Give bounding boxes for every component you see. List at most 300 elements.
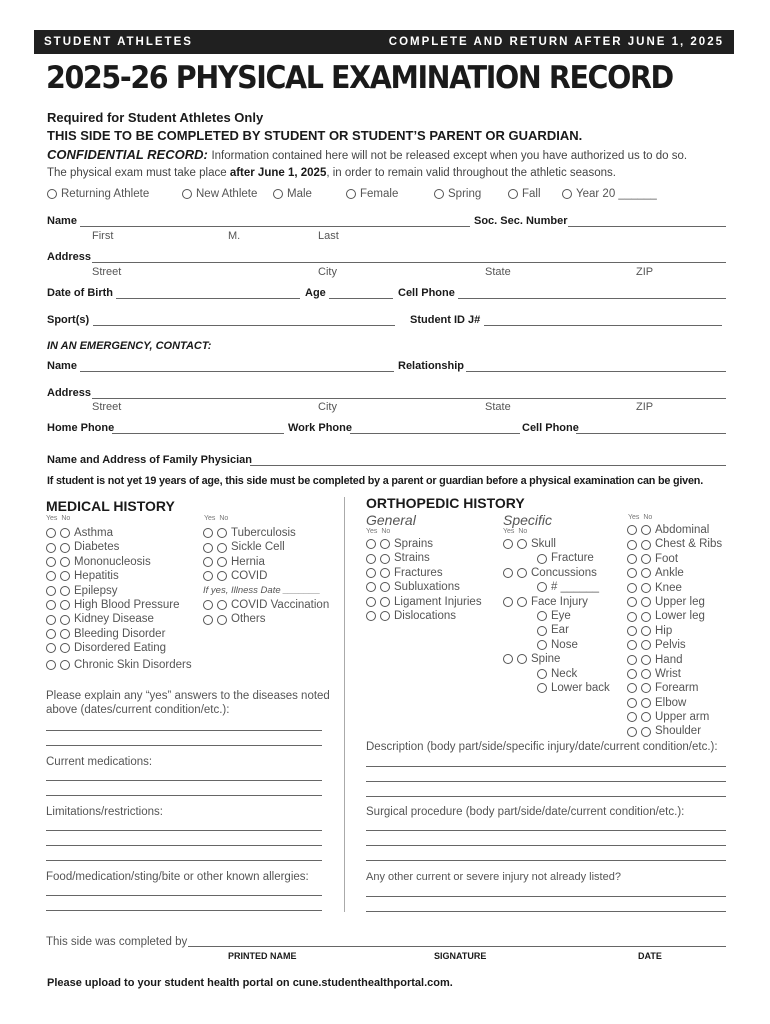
radio-icon	[641, 540, 651, 550]
radio-icon	[641, 683, 651, 693]
confidential-line	[47, 147, 687, 162]
age-label: Age	[305, 287, 326, 299]
ortho-item[interactable]	[627, 581, 722, 595]
radio-icon	[537, 611, 547, 621]
radio-icon	[562, 189, 572, 199]
city-sublabel: City	[318, 266, 337, 278]
option-label: New Athlete	[196, 188, 258, 200]
radio-icon	[434, 189, 444, 199]
radio-icon	[366, 582, 376, 592]
item-label: Forearm	[655, 682, 699, 695]
date-label: DATE	[638, 951, 662, 961]
medical-item[interactable]	[46, 598, 192, 612]
item-label: Nose	[551, 638, 578, 651]
radio-icon	[627, 727, 637, 737]
radio-icon	[46, 557, 56, 567]
radio-icon	[380, 597, 390, 607]
option-new[interactable]	[182, 188, 257, 200]
radio-icon	[627, 612, 637, 622]
medical-item[interactable]	[203, 598, 329, 612]
radio-icon	[273, 189, 283, 199]
item-label: Subluxations	[394, 581, 460, 594]
em-state-sublabel: State	[485, 401, 511, 413]
radio-icon	[203, 600, 213, 610]
ortho-item[interactable]	[627, 537, 722, 551]
sports-field[interactable]	[93, 325, 395, 326]
medical-item[interactable]	[203, 569, 329, 583]
ortho-item[interactable]	[627, 667, 722, 681]
item-label: Eye	[551, 609, 571, 622]
yes-no-header	[628, 514, 652, 521]
header-left: STUDENT ATHLETES	[44, 36, 193, 48]
yes-no-header	[366, 528, 390, 535]
home-phone-label: Home Phone	[47, 422, 115, 434]
radio-icon	[537, 582, 547, 592]
ortho-body-list	[627, 523, 722, 739]
item-label: Tuberculosis	[231, 527, 296, 539]
ortho-item[interactable]	[366, 551, 482, 565]
explain-field-1[interactable]	[46, 730, 322, 731]
ortho-item[interactable]	[627, 710, 722, 724]
yes-label: Yes	[366, 528, 378, 535]
radio-icon	[537, 626, 547, 636]
physician-label: Name and Address of Family Physician	[47, 454, 252, 466]
upload-note: Please upload to your student health portal on cune.studenthealthportal.com.	[47, 977, 453, 989]
item-label: Neck	[551, 667, 578, 680]
radio-icon	[503, 597, 513, 607]
em-name-label: Name	[47, 360, 77, 372]
item-label: Ligament Injuries	[394, 595, 482, 608]
medical-heading: MEDICAL HISTORY	[46, 498, 175, 514]
radio-icon	[60, 660, 70, 670]
item-label: Pelvis	[655, 639, 686, 652]
radio-icon	[641, 640, 651, 650]
ortho-item[interactable]	[627, 638, 722, 652]
radio-icon	[537, 683, 547, 693]
radio-icon	[641, 554, 651, 564]
item-label: # ______	[551, 581, 599, 594]
radio-icon	[641, 597, 651, 607]
option-spring[interactable]	[434, 188, 481, 200]
radio-icon	[627, 540, 637, 550]
cell-field[interactable]	[458, 298, 726, 299]
confidential-text: Information contained here will not be released except when you have authorized us to do so.	[211, 150, 688, 162]
radio-icon	[217, 571, 227, 581]
radio-icon	[346, 189, 356, 199]
em-cell-field[interactable]	[576, 433, 726, 434]
medical-item[interactable]	[203, 555, 329, 569]
item-label: Mononucleosis	[74, 555, 151, 568]
ortho-item[interactable]	[503, 652, 610, 666]
sports-label: Sport(s)	[47, 314, 90, 326]
ortho-item[interactable]	[627, 653, 722, 667]
radio-icon	[46, 643, 56, 653]
option-label: Returning Athlete	[61, 188, 150, 200]
option-year[interactable]	[562, 188, 657, 200]
radio-icon	[641, 568, 651, 578]
ortho-item[interactable]	[503, 595, 610, 609]
item-label: Fractures	[394, 566, 443, 579]
radio-icon	[217, 528, 227, 538]
other-injury-field-2[interactable]	[366, 911, 726, 912]
first-sublabel: First	[92, 230, 114, 242]
signature-label: SIGNATURE	[434, 951, 487, 961]
em-address-label: Address	[47, 387, 92, 399]
radio-icon	[380, 582, 390, 592]
cell-label: Cell Phone	[398, 287, 455, 299]
other-injury-field-1[interactable]	[366, 896, 726, 897]
item-label: Kidney Disease	[74, 613, 154, 626]
completed-by-field[interactable]	[188, 946, 726, 947]
completed-by-label: This side was completed by	[46, 936, 188, 948]
option-label: Male	[287, 188, 312, 200]
radio-icon	[203, 615, 213, 625]
exam-date: after June 1, 2025	[229, 167, 327, 179]
radio-icon	[203, 571, 213, 581]
physician-field[interactable]	[250, 465, 726, 466]
item-label: Spine	[531, 653, 561, 666]
header-bar	[34, 30, 734, 54]
work-phone-label: Work Phone	[288, 422, 352, 434]
item-label: Skull	[531, 538, 556, 550]
address-field[interactable]	[92, 262, 726, 263]
student-id-field[interactable]	[484, 325, 722, 326]
radio-icon	[627, 597, 637, 607]
state-sublabel: State	[485, 266, 511, 278]
medical-item[interactable]	[203, 612, 329, 626]
medical-item[interactable]	[46, 658, 192, 672]
medical-item[interactable]	[46, 569, 192, 583]
radio-icon	[503, 654, 513, 664]
yes-no-header	[503, 528, 527, 535]
yes-label: Yes	[46, 515, 58, 522]
radio-icon	[537, 640, 547, 650]
option-label: Year 20 ______	[576, 188, 657, 200]
item-label: Ear	[551, 624, 569, 637]
exam-post: , in order to remain valid throughout the athletic seasons.	[326, 167, 616, 179]
radio-icon	[217, 557, 227, 567]
surgical-field-3[interactable]	[366, 860, 726, 861]
medications-field-1[interactable]	[46, 780, 322, 781]
item-label: COVID Vaccination	[231, 598, 330, 611]
radio-icon	[641, 583, 651, 593]
specific-heading: Specific	[503, 512, 553, 528]
relationship-label: Relationship	[398, 360, 465, 372]
radio-icon	[380, 568, 390, 578]
ortho-subitem[interactable]	[503, 667, 610, 681]
item-label: Wrist	[655, 667, 681, 680]
radio-icon	[203, 528, 213, 538]
radio-icon	[380, 539, 390, 549]
exam-pre: The physical exam must take place	[47, 167, 230, 179]
zip-sublabel: ZIP	[636, 266, 654, 278]
radio-icon	[366, 597, 376, 607]
medical-col2	[203, 526, 329, 627]
address-label: Address	[47, 251, 92, 263]
radio-icon	[60, 629, 70, 639]
ortho-subitem[interactable]	[503, 609, 610, 623]
radio-icon	[517, 654, 527, 664]
radio-icon	[366, 611, 376, 621]
radio-icon	[503, 568, 513, 578]
radio-icon	[641, 669, 651, 679]
item-label: Dislocations	[394, 609, 456, 622]
radio-icon	[46, 615, 56, 625]
radio-icon	[517, 539, 527, 549]
radio-icon	[366, 554, 376, 564]
radio-icon	[60, 557, 70, 567]
radio-icon	[60, 571, 70, 581]
item-label: Elbow	[655, 696, 687, 709]
header-right: COMPLETE AND RETURN AFTER JUNE 1, 2025	[388, 36, 724, 48]
radio-icon	[46, 528, 56, 538]
ortho-item[interactable]	[627, 523, 722, 537]
radio-icon	[627, 669, 637, 679]
street-sublabel: Street	[92, 266, 122, 278]
item-label: Knee	[655, 581, 682, 594]
item-label: Hernia	[231, 555, 265, 568]
item-label: COVID	[231, 570, 268, 583]
student-id-label: Student ID J#	[410, 314, 481, 326]
illness-date[interactable]: If yes, Illness Date _______	[203, 584, 321, 596]
item-label: Chronic Skin Disorders	[74, 658, 192, 671]
option-returning[interactable]	[47, 188, 149, 200]
item-label: Sickle Cell	[231, 541, 285, 554]
dob-field[interactable]	[116, 298, 300, 299]
no-label: No	[518, 528, 528, 535]
radio-icon	[508, 189, 518, 199]
ortho-item[interactable]	[366, 580, 482, 594]
description-field-3[interactable]	[366, 796, 726, 797]
name-field[interactable]	[80, 226, 470, 227]
allergies-field-1[interactable]	[46, 895, 322, 896]
description-field-2[interactable]	[366, 781, 726, 782]
ortho-item[interactable]	[503, 566, 610, 580]
radio-icon	[641, 698, 651, 708]
confidential-label: CONFIDENTIAL RECORD:	[47, 147, 208, 162]
radio-icon	[46, 600, 56, 610]
radio-icon	[627, 655, 637, 665]
item-label: Abdominal	[655, 524, 710, 536]
radio-icon	[627, 568, 637, 578]
work-phone-field[interactable]	[350, 433, 520, 434]
item-label: High Blood Pressure	[74, 598, 180, 611]
radio-icon	[46, 660, 56, 670]
option-label: Fall	[522, 188, 541, 200]
item-label: Ankle	[655, 567, 684, 580]
under-19-note: If student is not yet 19 years of age, this side must be completed by a parent or guardian before a physical examination can be given.	[47, 475, 703, 487]
radio-icon	[60, 643, 70, 653]
ortho-item[interactable]	[366, 566, 482, 580]
item-label: Sprains	[394, 538, 433, 550]
medications-field-2[interactable]	[46, 795, 322, 796]
item-label: Upper arm	[655, 711, 710, 724]
item-label: Hand	[655, 653, 683, 666]
item-label: Lower leg	[655, 610, 705, 623]
exam-note	[47, 167, 616, 179]
radio-icon	[47, 189, 57, 199]
medical-item[interactable]	[46, 540, 192, 554]
item-label: Lower back	[551, 681, 610, 694]
item-label: Hip	[655, 624, 673, 637]
radio-icon	[641, 655, 651, 665]
relationship-field[interactable]	[466, 371, 726, 372]
em-street-sublabel: Street	[92, 401, 122, 413]
medical-item[interactable]	[46, 627, 192, 641]
ortho-heading: ORTHOPEDIC HISTORY	[366, 495, 525, 511]
other-injury-label: Any other current or severe injury not already listed?	[366, 871, 621, 883]
radio-icon	[60, 528, 70, 538]
radio-icon	[217, 600, 227, 610]
ssn-label: Soc. Sec. Number	[474, 215, 568, 227]
medical-item[interactable]	[203, 540, 329, 554]
ortho-subitem[interactable]	[503, 681, 610, 695]
em-city-sublabel: City	[318, 401, 337, 413]
medical-item[interactable]	[46, 641, 192, 655]
yes-label: Yes	[204, 515, 216, 522]
radio-icon	[537, 669, 547, 679]
radio-icon	[627, 683, 637, 693]
em-zip-sublabel: ZIP	[636, 401, 654, 413]
em-name-field[interactable]	[80, 371, 394, 372]
surgical-label: Surgical procedure (body part/side/date/current condition/etc.):	[366, 806, 685, 818]
home-phone-field[interactable]	[112, 433, 284, 434]
radio-icon	[641, 612, 651, 622]
last-sublabel: Last	[318, 230, 339, 242]
ortho-item[interactable]	[627, 566, 722, 580]
description-label: Description (body part/side/specific injury/date/current condition/etc.):	[366, 741, 718, 753]
medications-label: Current medications:	[46, 756, 153, 768]
item-label: Chest & Ribs	[655, 538, 723, 551]
surgical-field-1[interactable]	[366, 830, 726, 831]
explain-field-2[interactable]	[46, 745, 322, 746]
allergies-field-2[interactable]	[46, 910, 322, 911]
radio-icon	[627, 698, 637, 708]
explain-line1: Please explain any “yes” answers to the diseases noted	[46, 690, 330, 702]
ortho-item[interactable]	[627, 552, 722, 566]
general-heading: General	[366, 512, 416, 528]
limitations-field-2[interactable]	[46, 845, 322, 846]
radio-icon	[641, 626, 651, 636]
no-label: No	[219, 515, 229, 522]
ortho-item[interactable]	[366, 609, 482, 623]
ortho-item[interactable]	[627, 696, 722, 710]
dob-label: Date of Birth	[47, 287, 113, 299]
option-fall[interactable]	[508, 188, 541, 200]
column-divider	[344, 497, 345, 912]
radio-icon	[641, 712, 651, 722]
ortho-item[interactable]	[366, 537, 482, 551]
explain-line2: above (dates/current condition/etc.):	[46, 704, 230, 717]
ortho-subitem[interactable]	[503, 623, 610, 637]
radio-icon	[627, 583, 637, 593]
em-address-field[interactable]	[92, 398, 726, 399]
radio-icon	[627, 640, 637, 650]
radio-icon	[46, 629, 56, 639]
ortho-subitem[interactable]	[503, 638, 610, 652]
ortho-general-list	[366, 537, 482, 623]
medical-item[interactable]	[46, 612, 192, 626]
item-label: Epilepsy	[74, 584, 118, 597]
radio-icon	[46, 571, 56, 581]
item-label: Strains	[394, 552, 430, 565]
radio-icon	[203, 543, 213, 553]
item-label: Hepatitis	[74, 570, 119, 583]
ortho-item[interactable]	[627, 609, 722, 623]
limitations-field-1[interactable]	[46, 830, 322, 831]
radio-icon	[517, 568, 527, 578]
description-field-1[interactable]	[366, 766, 726, 767]
no-label: No	[61, 515, 71, 522]
explain-label	[46, 689, 330, 718]
item-label: Foot	[655, 552, 679, 565]
radio-icon	[46, 543, 56, 553]
item-label: Others	[231, 613, 266, 626]
item-label: Diabetes	[74, 541, 120, 554]
ortho-subitem[interactable]	[503, 551, 610, 565]
ortho-subitem[interactable]	[503, 580, 610, 594]
radio-icon	[217, 543, 227, 553]
em-cell-label: Cell Phone	[522, 422, 579, 434]
middle-sublabel: M.	[228, 230, 241, 242]
radio-icon	[627, 712, 637, 722]
radio-icon	[60, 543, 70, 553]
limitations-label: Limitations/restrictions:	[46, 806, 163, 818]
no-label: No	[381, 528, 391, 535]
required-note: Required for Student Athletes Only	[47, 110, 264, 125]
radio-icon	[46, 586, 56, 596]
medical-item[interactable]	[46, 584, 192, 598]
item-label: Fracture	[551, 552, 594, 565]
item-label: Disordered Eating	[74, 642, 167, 655]
radio-icon	[627, 525, 637, 535]
radio-icon	[182, 189, 192, 199]
medical-item[interactable]	[46, 555, 192, 569]
ssn-field[interactable]	[568, 226, 726, 227]
ortho-item[interactable]	[627, 724, 722, 738]
medical-col1	[46, 526, 192, 672]
yes-no-header	[46, 515, 70, 522]
radio-icon	[366, 539, 376, 549]
no-label: No	[643, 514, 653, 521]
ortho-item[interactable]	[627, 624, 722, 638]
radio-icon	[380, 554, 390, 564]
printed-name-label: PRINTED NAME	[228, 951, 297, 961]
yes-no-header	[204, 515, 228, 522]
ortho-item[interactable]	[627, 681, 722, 695]
radio-icon	[366, 568, 376, 578]
radio-icon	[60, 615, 70, 625]
surgical-field-2[interactable]	[366, 845, 726, 846]
limitations-field-3[interactable]	[46, 860, 322, 861]
radio-icon	[517, 597, 527, 607]
option-male[interactable]	[273, 188, 312, 200]
medical-item[interactable]	[203, 526, 329, 540]
emergency-heading: IN AN EMERGENCY, CONTACT:	[47, 340, 212, 352]
age-field[interactable]	[329, 298, 393, 299]
ortho-item[interactable]	[366, 595, 482, 609]
ortho-item[interactable]	[627, 595, 722, 609]
medical-item[interactable]	[46, 526, 192, 540]
item-label: Shoulder	[655, 725, 702, 738]
ortho-item[interactable]	[503, 537, 610, 551]
yes-label: Yes	[628, 514, 640, 521]
radio-icon	[503, 539, 513, 549]
option-female[interactable]	[346, 188, 398, 200]
this-side-note: THIS SIDE TO BE COMPLETED BY STUDENT OR STUDENT’S PARENT OR GUARDIAN.	[47, 128, 583, 143]
allergies-label: Food/medication/sting/bite or other known allergies:	[46, 871, 309, 883]
item-label: Asthma	[74, 527, 113, 539]
